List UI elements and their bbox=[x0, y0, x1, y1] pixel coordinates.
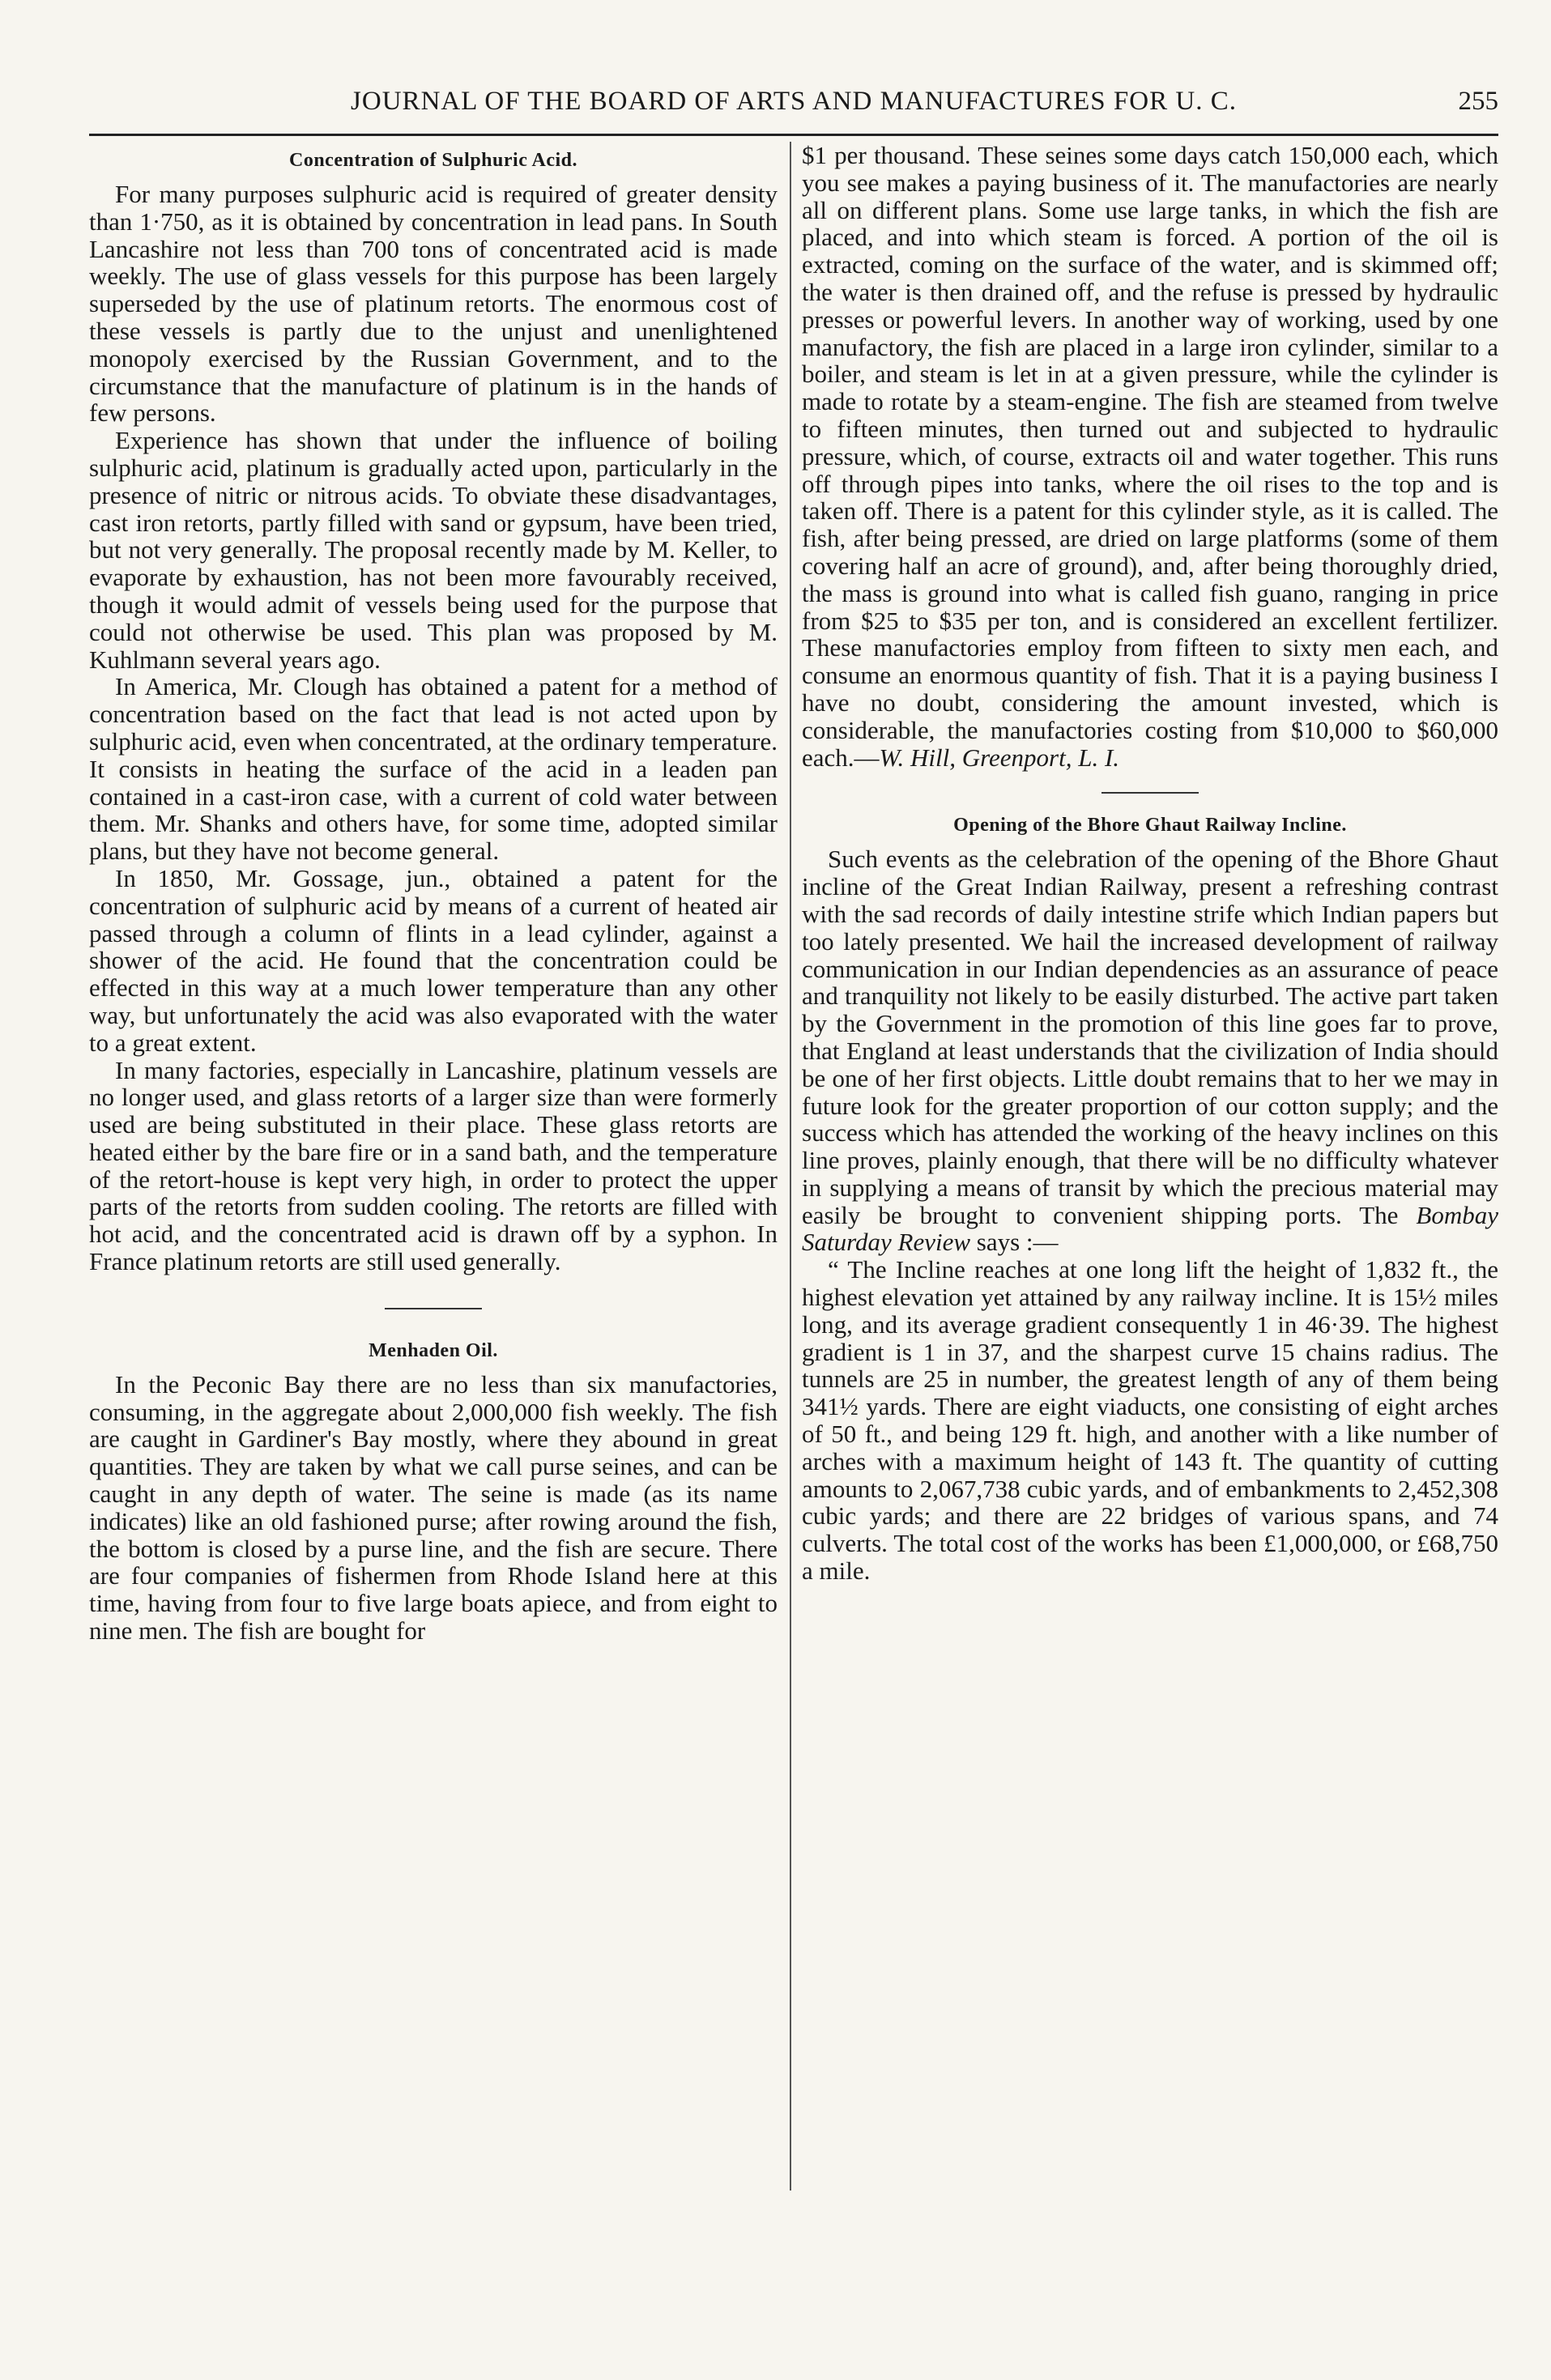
column-divider bbox=[790, 142, 791, 2191]
sulphuric-paragraph-2: Experience has shown that under the influence of boiling sulphuric acid, platinum is gradually acted upon, particularly in the presence of nitric or nitrous acids. To obviate these disadvantages, cast iron retorts, partly filled with sand or gypsum, have been tried, but not very generally. The proposal recently made by M. Keller, to evaporate by exhaustion, has not been more favourably received, though it would admit of vessels being used for the purpose that could not otherwise be used. This plan was proposed by M. Kuhlmann several years ago. bbox=[89, 426, 778, 674]
sulphuric-paragraph-3: In America, Mr. Clough has obtained a patent for a method of concentration based on the fact that lead is not acted upon by sulphuric acid, even when concentrated, at the ordinary temperature. It consists in heating the surface of the acid in a leaden pan contained in a cast-iron case, with a current of cold water between them. Mr. Shanks and others have, for some time, adopted similar plans, but they have not become general. bbox=[89, 672, 778, 866]
bhore-paragraph-2: “ The Incline reaches at one long lift the height of 1,832 ft., the highest elevation yet attained by any railway incline. It is 15½ miles long, and its average gradient consequently 1 in 46·39. The highest gradient is 1 in 37, and the sharpest curve 15 chains radius. The tunnels are 25 in number, the greatest length of any of them being 341½ yards. There are eight viaducts, one consisting of eight arches of 50 ft., and being 129 ft. high, and another with a like number of arches with a maximum height of 143 ft. The quantity of cutting amounts to 2,067,738 cubic yards, and of embankments to 2,452,308 cubic yards; and there are 22 bridges of various spans, and 74 culverts. The total cost of the works has been £1,000,000, or £68,750 a mile. bbox=[802, 1255, 1498, 1586]
heading-bhore-ghaut: Opening of the Bhore Ghaut Railway Incline. bbox=[953, 815, 1347, 837]
running-title: JOURNAL OF THE BOARD OF ARTS AND MANUFACTURES FOR U. C. bbox=[351, 87, 1237, 116]
menhaden-paragraph-1: In the Peconic Bay there are no less than six manufactories, consuming, in the aggregate about 2,000,000 fish weekly. The fish are caught in Gardiner's Bay mostly, where they abound in great quantities. They are taken by what we call purse seines, and can be caught in any depth of water. The seine is made (as its name indicates) like an old fashioned purse; after rowing around the fish, the bottom is closed by a purse line, and the fish are secure. There are four companies of fishermen from Rhode Island here at this time, having from four to five large boats apiece, and from eight to nine men. The fish are bought for bbox=[89, 1369, 778, 1646]
sulphuric-paragraph-1: For many purposes sulphuric acid is required of greater density than 1·750, as it is obtained by concentration in lead pans. In South Lancashire not less than 700 tons of concentrated acid is made weekly. The use of glass vessels for this purpose has been largely superseded by the use of platinum retorts. The enormous cost of these vessels is partly due to the unjust and unenlightened monopoly exercised by the Russian Government, and to the circumstance that the manufacture of platinum is in the hands of few persons. bbox=[89, 180, 778, 428]
menhaden-continuation-text: $1 per thousand. These seines some days catch 150,000 each, which you see makes a paying business of it. The manufactories are nearly all on different plans. Some use large tanks, in which the fish are placed, and into which steam is forced. A portion of the oil is extracted, coming on the surface of the water, and is skimmed off; the water is then drained off, and the refuse is pressed by hydraulic presses or powerful levers. In another way of working, used by one manufactory, the fish are placed in a large iron cylinder, similar to a boiler, and steam is let in at a given pressure, while the cylinder is made to rotate by a steam-engine. The fish are steamed from twelve to fifteen minutes, then turned out and subjected to hydraulic pressure, which, of course, extracts oil and water together. This runs off through pipes into tanks, where the oil rises to the top and is taken off. There is a patent for this cylinder style, as it is called. The fish, after being pressed, are dried on large platforms (some of them covering half an acre of ground), and, after being thoroughly dried, the mass is ground into what is called fish guano, ranging in price from $25 to $35 per ton, and is considered an excellent fertilizer. These manufactories employ from fifteen to sixty men each, and consume an enormous quantity of fish. That it is a paying business I have no doubt, considering the amount invested, which is considerable, the manufactories costing from $10,000 to $60,000 each.— bbox=[802, 142, 1498, 772]
page-header bbox=[89, 77, 1498, 126]
page-number: 255 bbox=[1458, 87, 1498, 116]
bhore-paragraph-1-text: Such events as the celebration of the opening of the Bhore Ghaut incline of the Great Indian Railway, present a refreshing contrast with the sad records of daily intestine strife which Indian papers but too lately presented. We hail the increased development of railway communication in our Indian dependencies as an assurance of peace and tranquility not likely to be easily disturbed. The active part taken by the Government in the promotion of this line goes far to prove, that England at least understands that the civilization of India should be one of her first objects. Little doubt remains that to her we may in future look for the greater proportion of our cotton supply; and the success which has attended the working of the heavy inclines on this line proves, plainly enough, that there will be no difficulty whatever in supplying a means of transit by which the precious material may easily be brought to convenient shipping ports. The bbox=[802, 845, 1498, 1229]
bhore-source-title: Bombay Saturday Review bbox=[802, 1200, 1498, 1257]
heading-sulphuric-acid: Concentration of Sulphuric Acid. bbox=[288, 150, 578, 171]
header-rule bbox=[89, 134, 1498, 136]
menhaden-signature: W. Hill, Greenport, L. I. bbox=[879, 743, 1120, 772]
menhaden-continuation bbox=[802, 142, 1498, 771]
section-divider bbox=[1101, 792, 1199, 794]
sulphuric-paragraph-4: In 1850, Mr. Gossage, jun., obtained a patent for the concentration of sulphuric acid by means of a current of heated air passed through a column of flints in a lead cylinder, against a shower of the acid. He found that the concentration could be effected in this way at a much lower temperature than any other way, but unfortunately the acid was also evaporated with the water to a great extent. bbox=[89, 863, 778, 1057]
right-column bbox=[802, 142, 1498, 2199]
left-column bbox=[89, 142, 778, 2199]
sulphuric-paragraph-5: In many factories, especially in Lancashire, platinum vessels are no longer used, and glass retorts of a larger size than were formerly used are being substituted in their place. These glass retorts are heated either by the bare fire or in a sand bath, and the temperature of the retort-house is kept very high, in order to protect the upper parts of the retorts from sudden cooling. The retorts are filled with hot acid, and the concentrated acid is drawn off by a syphon. In France platinum retorts are still used generally. bbox=[89, 1055, 778, 1276]
heading-menhaden-oil: Menhaden Oil. bbox=[369, 1339, 498, 1361]
bhore-says: says :— bbox=[976, 1228, 1059, 1257]
section-divider bbox=[385, 1308, 482, 1309]
bhore-paragraph-1 bbox=[802, 845, 1498, 1256]
